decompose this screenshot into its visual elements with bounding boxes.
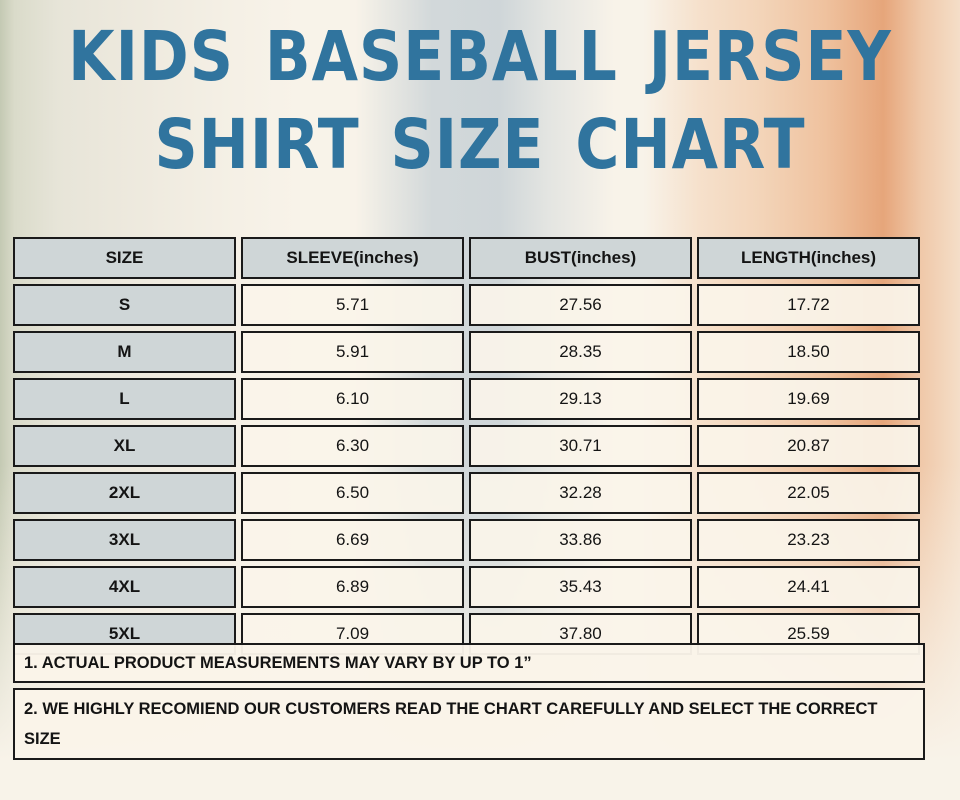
sleeve-value: 6.50: [241, 472, 464, 514]
length-value: 18.50: [697, 331, 920, 373]
column-header-length: LENGTH(inches): [697, 237, 920, 279]
table-row-l: [13, 378, 920, 420]
sleeve-value: 6.89: [241, 566, 464, 608]
sleeve-value: 6.30: [241, 425, 464, 467]
length-value: 19.69: [697, 378, 920, 420]
length-value: 25.59: [697, 613, 920, 655]
length-value: 22.05: [697, 472, 920, 514]
page-title-line-2: SHIRT SIZE CHART: [154, 105, 806, 185]
bust-value: 30.71: [469, 425, 692, 467]
note-read-chart-carefully: 2. WE HIGHLY RECOMIEND OUR CUSTOMERS READ THE CHART CAREFULLY AND SELECT THE CORRECT SIZE: [13, 688, 925, 760]
sleeve-value: 7.09: [241, 613, 464, 655]
column-header-bust: BUST(inches): [469, 237, 692, 279]
bust-value: 27.56: [469, 284, 692, 326]
sleeve-value: 6.10: [241, 378, 464, 420]
size-label: M: [13, 331, 236, 373]
size-chart-table: [8, 232, 925, 660]
column-header-size: SIZE: [13, 237, 236, 279]
length-value: 17.72: [697, 284, 920, 326]
length-value: 20.87: [697, 425, 920, 467]
bust-value: 37.80: [469, 613, 692, 655]
bust-value: 32.28: [469, 472, 692, 514]
sleeve-value: 6.69: [241, 519, 464, 561]
bust-value: 33.86: [469, 519, 692, 561]
table-row-xl: [13, 425, 920, 467]
table-row-3xl: [13, 519, 920, 561]
sleeve-value: 5.91: [241, 331, 464, 373]
bust-value: 28.35: [469, 331, 692, 373]
column-header-sleeve: SLEEVE(inches): [241, 237, 464, 279]
table-row-m: [13, 331, 920, 373]
bust-value: 29.13: [469, 378, 692, 420]
size-label: XL: [13, 425, 236, 467]
note-measurement-variance: 1. ACTUAL PRODUCT MEASUREMENTS MAY VARY BY UP TO 1”: [13, 643, 925, 683]
bust-value: 35.43: [469, 566, 692, 608]
sleeve-value: 5.71: [241, 284, 464, 326]
length-value: 23.23: [697, 519, 920, 561]
size-label: 5XL: [13, 613, 236, 655]
size-label: 3XL: [13, 519, 236, 561]
size-label: 4XL: [13, 566, 236, 608]
table-header-row: [13, 237, 920, 279]
table-row-s: [13, 284, 920, 326]
table-row-2xl: [13, 472, 920, 514]
size-label: S: [13, 284, 236, 326]
size-label: 2XL: [13, 472, 236, 514]
page-title-line-1: KIDS BASEBALL JERSEY: [68, 17, 892, 97]
length-value: 24.41: [697, 566, 920, 608]
table-row-4xl: [13, 566, 920, 608]
size-label: L: [13, 378, 236, 420]
